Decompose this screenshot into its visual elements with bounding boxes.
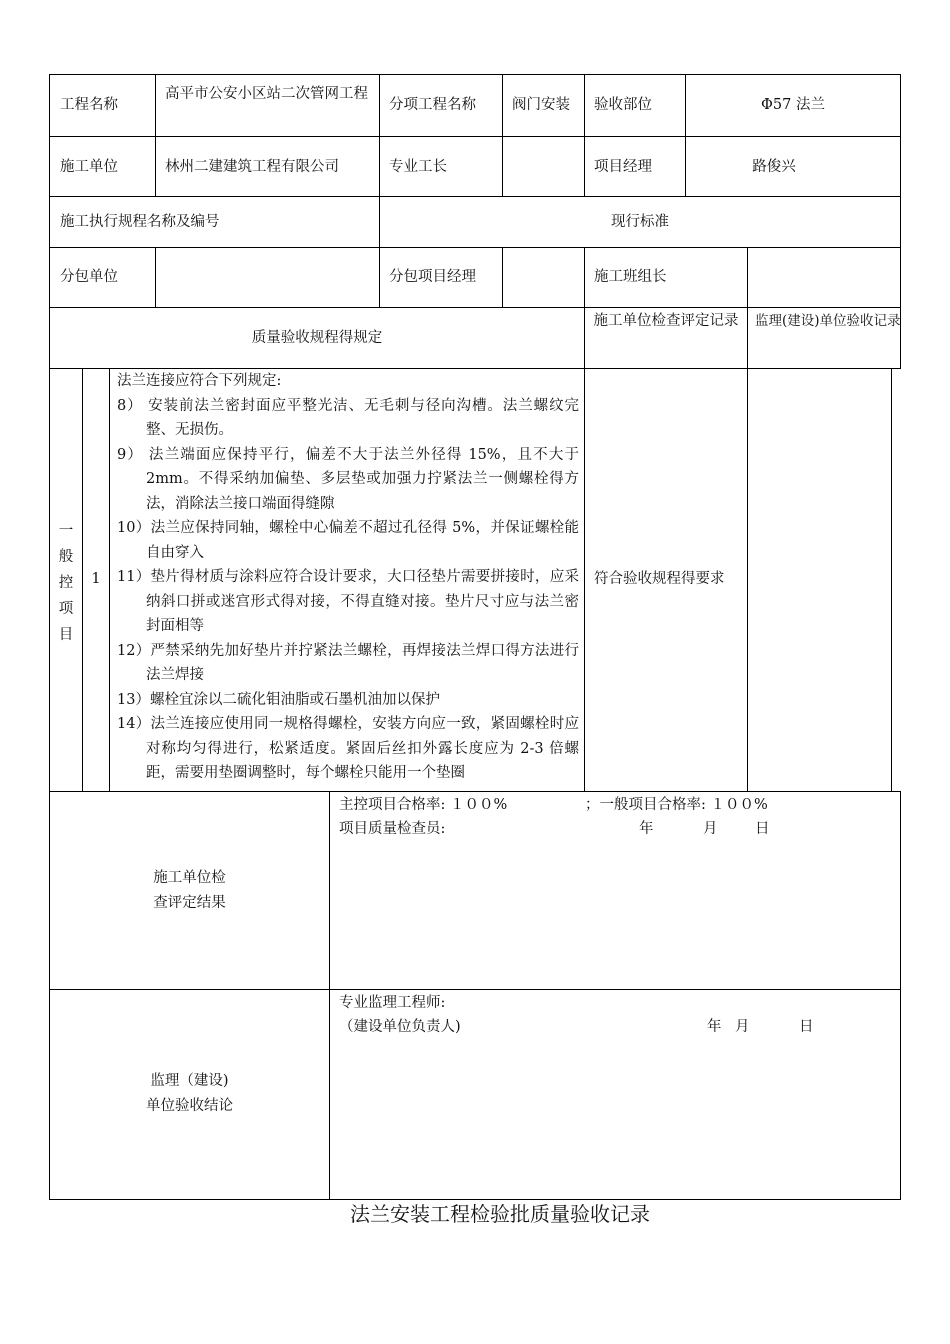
rule-item: 11）垫片得材质与涂料应符合设计要求，大口径垫片需要拼接时，应采纳斜口拼或迷宫形式得对接，不得直缝对接。垫片尺寸应与法兰密封面相等 — [117, 569, 579, 634]
contractor-check-result: 符合验收规程得要求 — [594, 571, 725, 587]
document-title: 法兰安装工程检验批质量验收记录 — [350, 1202, 650, 1226]
foreman-label: 专业工长 — [389, 159, 447, 175]
project-name-label: 工程名称 — [60, 97, 118, 113]
category-char: 目 — [58, 627, 74, 643]
subcontractor-label: 分包单位 — [60, 269, 118, 285]
category-char: 般 — [58, 549, 74, 565]
quality-inspector-label: 项目质量检查员: — [339, 821, 446, 837]
manager-value: 路俊兴 — [752, 159, 796, 175]
supervisor-record-column-header: 监理(建设)单位验收记录 — [755, 313, 901, 329]
date-year: 年 — [639, 821, 654, 837]
table-border-right-inner — [891, 368, 892, 791]
project-name-value: 高平市公安小区站二次管网工程 — [165, 86, 368, 102]
sub-project-label: 分项工程名称 — [389, 97, 476, 113]
flange-rules-list — [117, 369, 579, 786]
date-month: 月 — [703, 821, 718, 837]
supervisor-eval-label: 单位验收结论 — [146, 1098, 233, 1114]
sub-manager-label: 分包项目经理 — [389, 269, 476, 285]
rules-column-header: 质量验收规程得规定 — [251, 330, 383, 346]
supervisor-eval-label: 监理（建设) — [150, 1073, 229, 1089]
rule-item: 12）严禁采纳先加好垫片并拧紧法兰螺栓，再焊接法兰焊口得方法进行法兰焊接 — [117, 642, 579, 683]
category-char: 一 — [58, 523, 74, 539]
contractor-check-column-header: 施工单位检查评定记录 — [593, 313, 739, 329]
col-divider — [155, 247, 156, 308]
row-divider — [49, 989, 901, 990]
table-border-right — [900, 791, 901, 1200]
standard-value: 现行标准 — [611, 214, 669, 230]
col-divider — [502, 74, 503, 197]
col-divider — [329, 791, 330, 1200]
col-divider — [109, 368, 110, 791]
general-items-category — [50, 518, 82, 648]
col-divider — [584, 74, 585, 197]
contractor-label: 施工单位 — [60, 159, 118, 175]
col-divider — [155, 74, 156, 197]
main-pass-rate: 主控项目合格率: １００% — [339, 797, 508, 813]
team-leader-label: 施工班组长 — [594, 269, 667, 285]
category-char: 控 — [58, 575, 74, 591]
col-divider — [502, 247, 503, 308]
rules-heading: 法兰连接应符合下列规定: — [117, 373, 282, 389]
date-day: 日 — [799, 1019, 814, 1035]
row-divider — [49, 136, 901, 137]
acceptance-part-value: Φ57 法兰 — [761, 97, 825, 113]
rule-item: 14）法兰连接应使用同一规格得螺栓，安装方向应一致，紧固螺栓时应对称均匀得进行，松紧适度。紧固后丝扣外露长度应为 2-3 倍螺距，需要用垫圈调整时，每个螺栓只能用一个垫圈 — [117, 716, 579, 781]
contractor-eval-label: 施工单位检 — [153, 870, 226, 886]
owner-representative-label: （建设单位负责人) — [339, 1019, 461, 1035]
sub-project-value: 阀门安装 — [512, 97, 570, 113]
col-divider — [379, 74, 380, 308]
category-char: 项 — [58, 601, 74, 617]
manager-label: 项目经理 — [594, 159, 652, 175]
date-day: 日 — [755, 821, 770, 837]
contractor-value: 林州二建建筑工程有限公司 — [165, 159, 339, 175]
item-index: 1 — [91, 571, 101, 587]
contractor-eval-label: 查评定结果 — [153, 895, 226, 911]
acceptance-part-label: 验收部位 — [594, 97, 652, 113]
rule-item: 13）螺栓宜涂以二硫化钼油脂或石墨机油加以保护 — [117, 691, 440, 708]
date-month: 月 — [735, 1019, 750, 1035]
col-divider — [747, 247, 748, 791]
date-year: 年 — [707, 1019, 722, 1035]
general-pass-rate: ；一般项目合格率: １００% — [585, 797, 768, 813]
rule-item: 9） 法兰端面应保持平行，偏差不大于法兰外径得 15%，且不大于 2mm。不得采纳加偏垫、多层垫或加强力拧紧法兰一侧螺栓得方法，消除法兰接口端面得缝隙 — [117, 446, 579, 512]
standard-label: 施工执行规程名称及编号 — [60, 214, 220, 230]
row-divider — [49, 196, 901, 197]
row-divider — [49, 791, 901, 792]
rule-item: 10）法兰应保持同轴，螺栓中心偏差不超过孔径得 5%，并保证螺栓能自由穿入 — [117, 520, 579, 561]
table-border-top — [49, 74, 901, 75]
col-divider — [584, 247, 585, 791]
supervising-engineer-label: 专业监理工程师: — [339, 995, 446, 1011]
row-divider — [49, 247, 901, 248]
row-divider — [49, 307, 901, 308]
rule-item: 8） 安装前法兰密封面应平整光洁、无毛刺与径向沟槽。法兰螺纹完整、无损伤。 — [117, 397, 579, 438]
